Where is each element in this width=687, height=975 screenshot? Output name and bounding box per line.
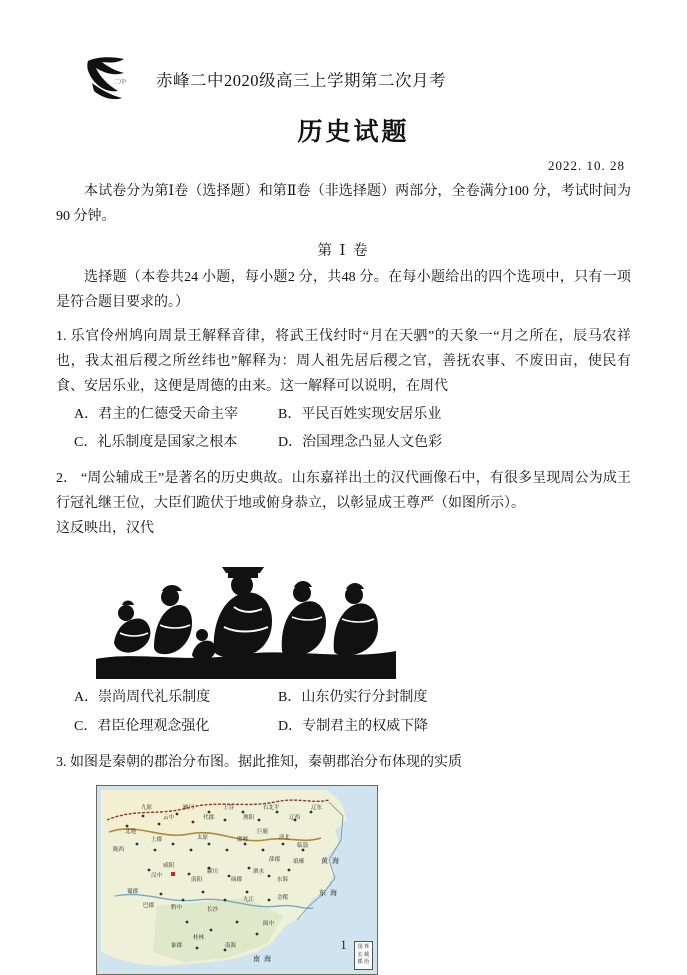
map-label-langya: 琅琊 — [293, 858, 305, 865]
section-title-part1: 第 Ⅰ 卷 — [317, 243, 370, 259]
paper-header — [56, 52, 631, 106]
map-label-bajun: 巴郡 — [143, 902, 155, 909]
map-label-yanmen: 雁门 — [183, 804, 195, 811]
han-stone-relief-image — [96, 551, 396, 679]
map-label-xiangjun: 象郡 — [171, 942, 183, 949]
map-label-julu: 巨鹿 — [257, 828, 269, 835]
question-1-option-a[interactable]: A．君主的仁德受天命主宰 — [74, 406, 239, 422]
question-3 — [56, 750, 631, 775]
map-label-yuyang: 渔阳 — [243, 814, 255, 821]
question-1-stem: 乐官伶州鸠向周景王解释音律，将武王伐纣时“月在天驷”的天象一“月之所在，辰马农祥也，我太祖后稷之所丝纬也”解释为：周人祖先居后稷之官，善抚农事、不废田亩，使民有食、安居乐业，这便是周德的由来。这一解释可以说明，在周代 — [56, 329, 631, 395]
map-label-qianzhong: 黔中 — [171, 904, 183, 911]
map-label-youbeiping: 右北平 — [263, 804, 280, 811]
question-1-options-row-2 — [56, 430, 631, 457]
exam-instructions: 本试卷分为第Ⅰ卷（选择题）和第Ⅱ卷（非选择题）两部分，全卷满分100 分，考试时间为90 分钟。 — [56, 184, 631, 224]
question-2-stem: “周公辅成王”是著名的历史典故。山东嘉祥出土的汉代画像石中，有很多呈现周公为成王行冠礼继王位，大臣们跪伏于地或俯身恭立，以彰显成王尊严（如图所示）。 — [56, 470, 632, 511]
question-3-stem: 如图是秦朝的郡治分布图。据此推知，秦朝郡治分布体现的实质 — [70, 754, 462, 770]
map-label-jibei: 济北 — [279, 834, 291, 841]
map-label-hanzhong: 汉中 — [151, 872, 163, 879]
map-label-nanhai-jun: 南海 — [225, 942, 237, 949]
map-label-yunzhong: 云中 — [163, 814, 175, 821]
map-label-changsha: 长沙 — [207, 906, 219, 913]
map-label-taiyuan: 太原 — [197, 834, 209, 841]
question-2-option-c[interactable]: C．君臣伦理观念强化 — [74, 718, 210, 734]
question-2-stem-continued: 这反映出，汉代 — [56, 521, 154, 537]
map-label-yellow-sea: 黄 海 — [321, 857, 340, 865]
svg-text:二中: 二中 — [114, 80, 127, 86]
map-label-donghai-jun: 东海 — [277, 876, 289, 883]
map-label-liaoxi: 辽西 — [289, 814, 301, 821]
map-label-xianyang: 咸阳 — [163, 862, 175, 869]
map-label-east-sea: 东 海 — [319, 889, 338, 897]
legend-item-commandery-seat: 郡 治 — [357, 959, 369, 966]
map-label-beidi: 北地 — [125, 828, 137, 835]
map-label-longxi: 陇西 — [113, 846, 125, 853]
question-2-options-row-2 — [56, 714, 631, 741]
legend-item-great-wall: 长 城 — [357, 951, 369, 958]
map-label-guilin: 桂林 — [193, 934, 205, 941]
question-2 — [56, 466, 631, 516]
question-1-option-c[interactable]: C．礼乐制度是国家之根本 — [74, 435, 238, 451]
map-label-kuaiji: 会稽 — [277, 894, 289, 901]
map-label-nanyang: 南阳 — [191, 876, 203, 883]
question-2-number: 2． — [56, 470, 78, 486]
map-label-shujun: 蜀郡 — [127, 888, 139, 895]
map-label-yingchuan: 颍川 — [207, 868, 219, 875]
map-label-south-sea: 南 海 — [253, 955, 272, 963]
school-logo-icon — [80, 53, 138, 105]
map-label-handan: 邯郸 — [237, 836, 249, 843]
subject-title: 历史试题 — [297, 119, 410, 146]
map-label-shanggu: 上谷 — [223, 804, 235, 811]
map-label-linzi: 临淄 — [297, 842, 309, 849]
question-2-option-b[interactable]: B．山东仍实行分封制度 — [278, 690, 428, 706]
question-1-option-b[interactable]: B．平民百姓实现安居乐业 — [278, 406, 442, 422]
question-2-option-d[interactable]: D．专制君主的权威下降 — [278, 718, 429, 734]
school-title: 赤峰二中2020级高三上学期第二次月考 — [156, 71, 446, 90]
map-label-jiujiang: 九江 — [243, 896, 255, 903]
exam-date: 2022. 10. 28 — [548, 158, 625, 173]
map-label-sishui: 泗水 — [253, 868, 265, 875]
map-label-minzhong: 闽中 — [263, 920, 275, 927]
question-2-options-row-1 — [56, 685, 631, 712]
page-number: 1 — [340, 938, 347, 952]
question-3-number: 3. — [56, 754, 67, 770]
question-1-number: 1. — [56, 329, 67, 344]
map-label-dangjun: 砀郡 — [231, 876, 243, 883]
map-label-daijun: 代郡 — [203, 814, 215, 821]
question-1 — [56, 324, 631, 400]
question-1-options-row-1 — [56, 402, 631, 429]
map-label-shangjun: 上郡 — [151, 836, 163, 843]
map-label-liaodong: 辽东 — [311, 804, 323, 811]
legend-item-border: 国 界 — [357, 944, 369, 951]
question-1-option-d[interactable]: D．治国理念凸显人文色彩 — [278, 435, 443, 451]
question-2-option-a[interactable]: A．崇尚周代礼乐制度 — [74, 690, 211, 706]
map-label-xuejun: 薛郡 — [269, 856, 281, 863]
multiple-choice-instructions: 选择题（本卷共24 小题，每小题2 分，共48 分。在每小题给出的四个选项中，只有一项是符合题目要求的。） — [56, 270, 631, 310]
map-label-jiuyuan: 九原 — [141, 804, 153, 811]
